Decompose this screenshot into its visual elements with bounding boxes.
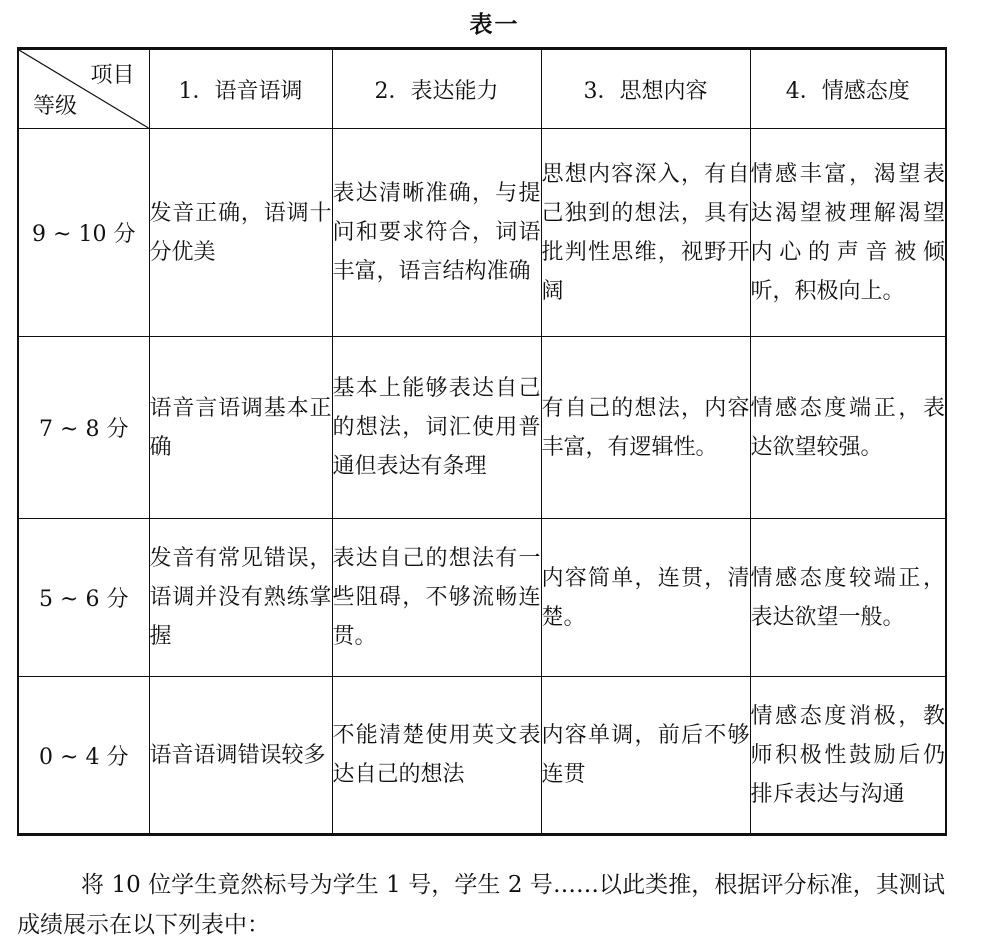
criteria-cell: 情感丰富，渴望表达渴望被理解渴望内心的声音被倾听，积极向上。 <box>750 129 946 337</box>
table-row <box>18 519 946 677</box>
table-row <box>18 677 946 835</box>
grade-label: 5 ~ 6 分 <box>18 519 149 677</box>
criteria-cell: 语音言语调基本正确 <box>149 337 332 519</box>
criteria-cell: 语音语调错误较多 <box>149 677 332 835</box>
grading-criteria-table <box>17 47 947 836</box>
criteria-cell: 发音正确，语调十分优美 <box>149 129 332 337</box>
corner-label-item: 项目 <box>90 63 135 88</box>
criteria-cell: 情感态度消极，教师积极性鼓励后仍排斥表达与沟通 <box>750 677 946 835</box>
header-row <box>18 49 946 129</box>
table-title: 表一 <box>469 12 520 38</box>
table-row <box>18 129 946 337</box>
header-expression: 2．表达能力 <box>332 49 541 129</box>
criteria-cell: 内容单调，前后不够连贯 <box>541 677 750 835</box>
criteria-cell: 情感态度较端正，表达欲望一般。 <box>750 519 946 677</box>
header-content: 3．思想内容 <box>541 49 750 129</box>
criteria-cell: 思想内容深入，有自己独到的想法，具有批判性思维，视野开阔 <box>541 129 750 337</box>
criteria-cell: 发音有常见错误，语调并没有熟练掌握 <box>149 519 332 677</box>
grade-label: 0 ~ 4 分 <box>18 677 149 835</box>
body-paragraph: 将 10 位学生竟然标号为学生 1 号，学生 2 号……以此类推，根据评分标准，其测试成绩展示在以下列表中： <box>17 872 945 938</box>
header-pronunciation: 1．语音语调 <box>149 49 332 129</box>
criteria-cell: 不能清楚使用英文表达自己的想法 <box>332 677 541 835</box>
corner-label-grade: 等级 <box>33 94 78 119</box>
grade-label: 7 ~ 8 分 <box>18 337 149 519</box>
corner-cell <box>18 49 149 129</box>
criteria-cell: 内容简单，连贯，清楚。 <box>541 519 750 677</box>
grade-label: 9 ~ 10 分 <box>18 129 149 337</box>
table-row <box>18 337 946 519</box>
criteria-cell: 情感态度端正，表达欲望较强。 <box>750 337 946 519</box>
criteria-cell: 表达清晰准确，与提问和要求符合，词语丰富，语言结构准确 <box>332 129 541 337</box>
criteria-cell: 有自己的想法，内容丰富，有逻辑性。 <box>541 337 750 519</box>
criteria-cell: 表达自己的想法有一些阻碍，不够流畅连贯。 <box>332 519 541 677</box>
header-attitude: 4．情感态度 <box>750 49 946 129</box>
criteria-cell: 基本上能够表达自己的想法，词汇使用普通但表达有条理 <box>332 337 541 519</box>
